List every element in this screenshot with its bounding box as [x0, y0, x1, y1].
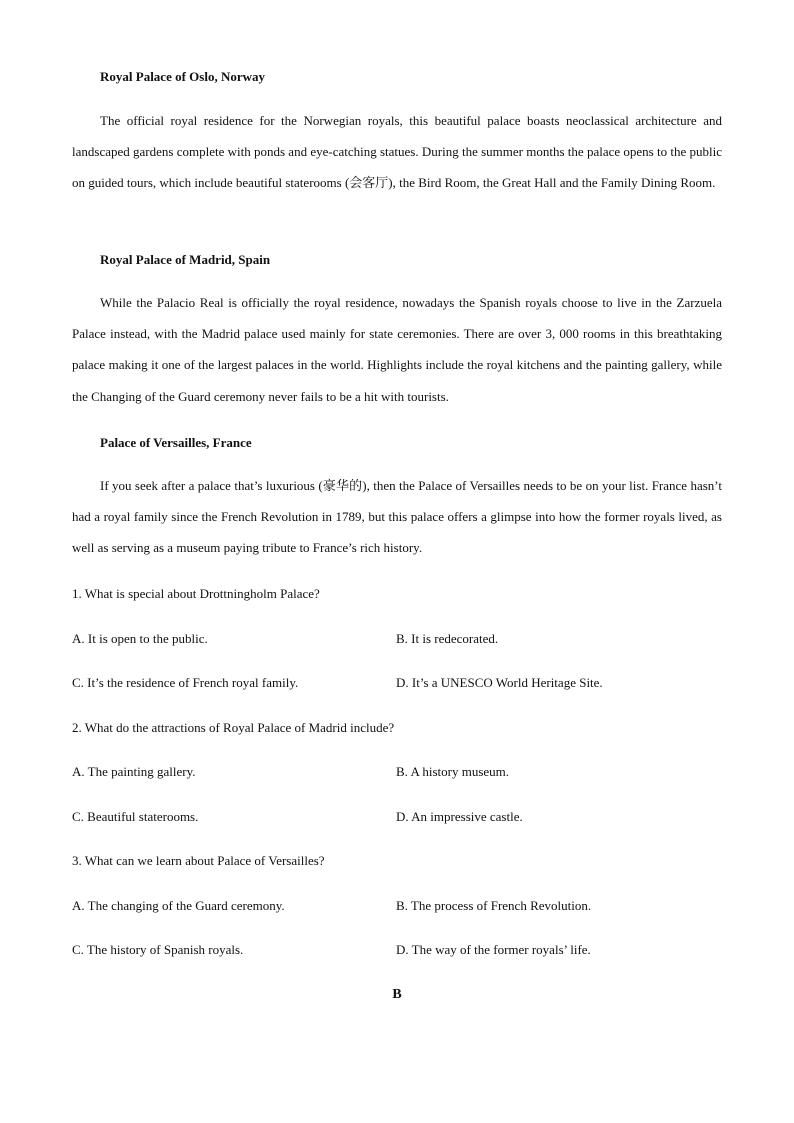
document-page: [72, 0, 722, 1123]
question-1-option-c[interactable]: C. It’s the residence of French royal family.: [72, 675, 299, 690]
section-paragraph-versailles: If you seek after a palace that’s luxurious (豪华的), then the Palace of Versailles needs to be on your list. France hasn’t had a royal family since the French Revolution in 1789, but this palace offers a glimpse into how the former royals lived, as well as serving as a museum paying tribute to France’s rich history.: [72, 478, 722, 556]
section-heading-oslo: Royal Palace of Oslo, Norway: [100, 69, 266, 84]
question-2-option-c[interactable]: C. Beautiful staterooms.: [72, 809, 199, 824]
next-section-label: B: [392, 987, 402, 1002]
section-paragraph-oslo: The official royal residence for the Norwegian royals, this beautiful palace boasts neoclassical architecture and landscaped gardens complete with ponds and eye-catching statues. During the summer months the palace opens to the public on guided tours, which include beautiful staterooms (会客厅), the Bird Room, the Great Hall and the Family Dining Room.: [72, 113, 722, 191]
question-2-stem: 2. What do the attractions of Royal Palace of Madrid include?: [72, 720, 395, 735]
question-1-option-b[interactable]: B. It is redecorated.: [396, 631, 499, 646]
section-heading-versailles: Palace of Versailles, France: [100, 435, 252, 450]
question-3-option-b[interactable]: B. The process of French Revolution.: [396, 898, 592, 913]
question-1-option-d[interactable]: D. It’s a UNESCO World Heritage Site.: [396, 675, 603, 690]
question-3-option-a[interactable]: A. The changing of the Guard ceremony.: [72, 898, 285, 913]
question-2-option-a[interactable]: A. The painting gallery.: [72, 764, 196, 779]
section-paragraph-madrid: While the Palacio Real is officially the royal residence, nowadays the Spanish royals choose to live in the Zarzuela Palace instead, with the Madrid palace used mainly for state ceremonies. There are over 3, 000 rooms in this breathtaking palace making it one of the largest palaces in the world. Highlights include the royal kitchens and the painting gallery, while the Changing of the Guard ceremony never fails to be a hit with tourists.: [72, 295, 722, 404]
question-2-option-d[interactable]: D. An impressive castle.: [396, 809, 523, 824]
question-3-option-d[interactable]: D. The way of the former royals’ life.: [396, 942, 591, 957]
question-3-stem: 3. What can we learn about Palace of Versailles?: [72, 853, 325, 868]
question-2-option-b[interactable]: B. A history museum.: [396, 764, 510, 779]
question-1-option-a[interactable]: A. It is open to the public.: [72, 631, 208, 646]
section-heading-madrid: Royal Palace of Madrid, Spain: [100, 252, 271, 267]
question-3-option-c[interactable]: C. The history of Spanish royals.: [72, 942, 244, 957]
question-1-stem: 1. What is special about Drottningholm Palace?: [72, 586, 320, 601]
